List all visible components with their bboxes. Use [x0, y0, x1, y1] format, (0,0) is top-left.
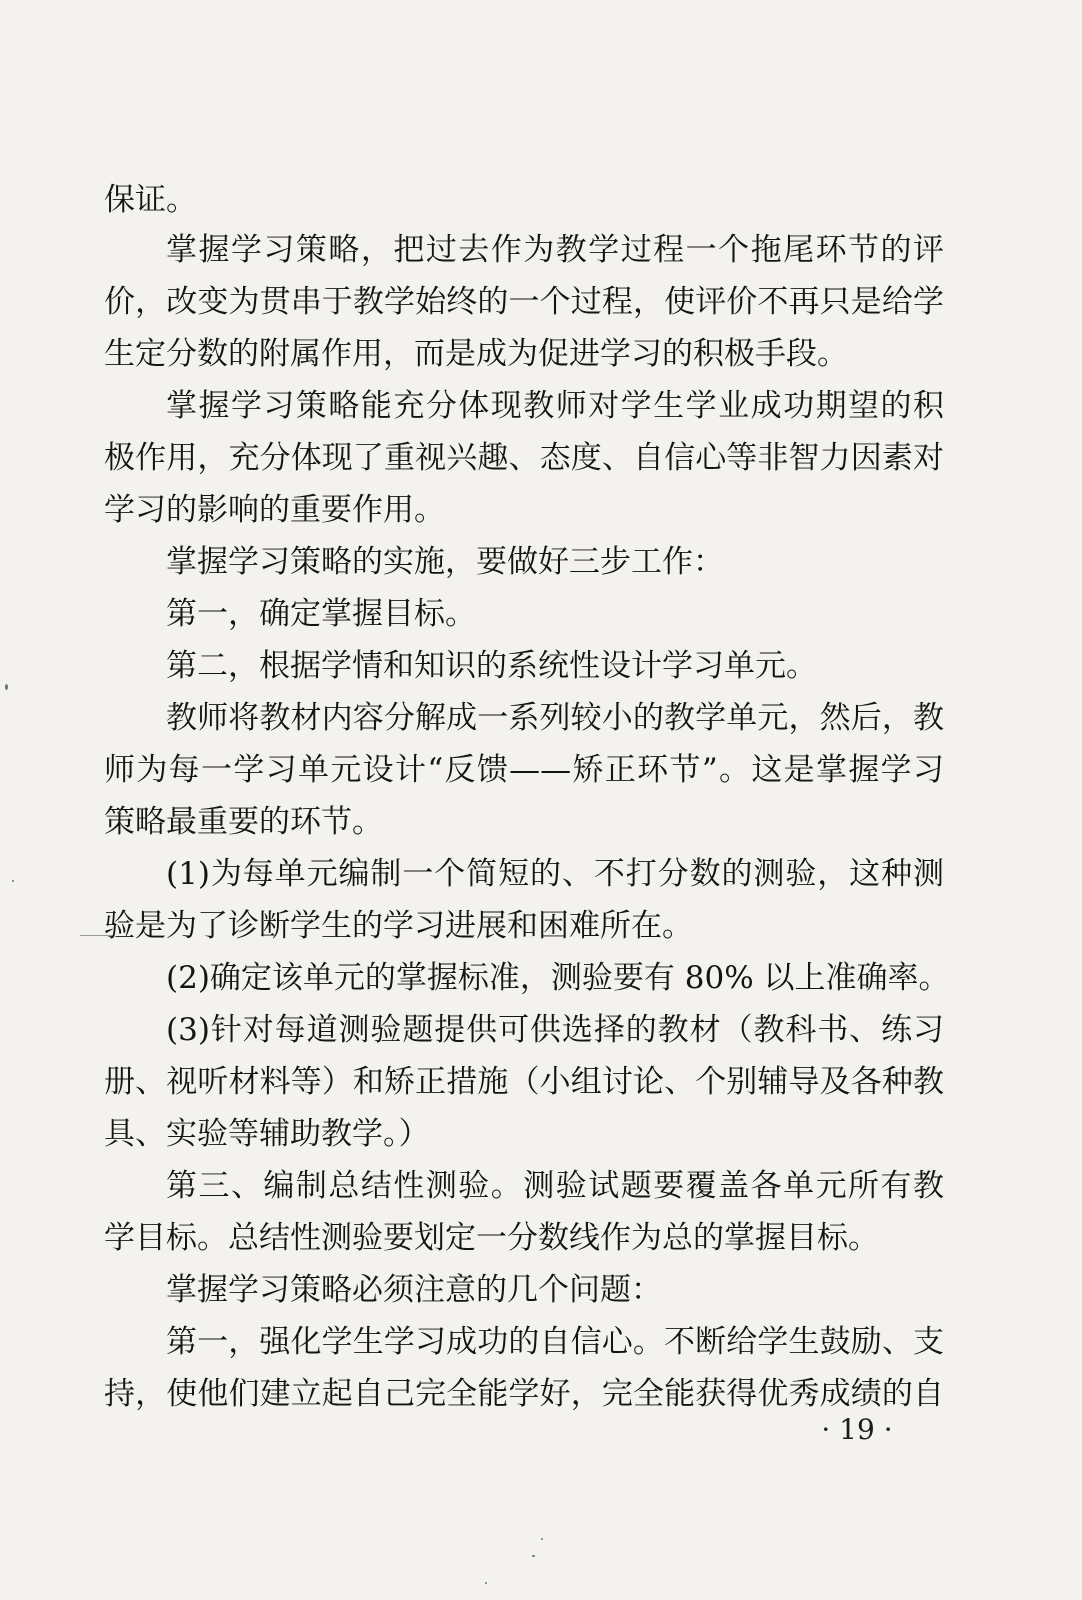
text-line-1: 保证。	[104, 182, 197, 218]
text-line-19: 具、实验等辅助教学。）	[104, 1116, 430, 1152]
text-line-2: 掌握学习策略，把过去作为教学过程一个拖尾环节的评	[166, 232, 944, 268]
text-line-6: 极作用，充分体现了重视兴趣、态度、自信心等非智力因素对	[104, 440, 944, 476]
text-line-4: 生定分数的附属作用，而是成为促进学习的积极手段。	[104, 336, 848, 372]
text-line-11: 教师将教材内容分解成一系列较小的教学单元，然后，教	[166, 700, 944, 736]
text-line-20: 第三、编制总结性测验。测验试题要覆盖各单元所有教	[166, 1168, 944, 1204]
scan-speck	[541, 1538, 543, 1540]
text-line-15: 验是为了诊断学生的学习进展和困难所在。	[104, 908, 693, 944]
text-line-3: 价，改变为贯串于教学始终的一个过程，使评价不再只是给学	[104, 284, 944, 320]
text-line-17: (3)针对每道测验题提供可供选择的教材（教科书、练习	[166, 1012, 944, 1048]
text-line-24: 持，使他们建立起自己完全能学好，完全能获得优秀成绩的自	[104, 1376, 944, 1412]
scan-speck	[5, 684, 8, 690]
scan-stroke	[80, 935, 114, 936]
text-line-18: 册、视听材料等）和矫正措施（小组讨论、个别辅导及各种教	[104, 1064, 944, 1100]
text-line-10: 第二，根据学情和知识的系统性设计学习单元。	[166, 648, 817, 684]
scan-speck	[12, 880, 14, 882]
text-line-9: 第一，确定掌握目标。	[166, 596, 476, 632]
page-number: · 19 ·	[821, 1413, 893, 1446]
scan-speck	[485, 1582, 487, 1584]
scan-speck	[532, 1555, 535, 1557]
text-line-13: 策略最重要的环节。	[104, 804, 383, 840]
text-line-8: 掌握学习策略的实施，要做好三步工作：	[166, 544, 724, 580]
text-line-5: 掌握学习策略能充分体现教师对学生学业成功期望的积	[166, 388, 944, 424]
text-line-12: 师为每一学习单元设计“反馈——矫正环节”。这是掌握学习	[104, 752, 944, 788]
text-line-22: 掌握学习策略必须注意的几个问题：	[166, 1272, 662, 1308]
text-line-21: 学目标。总结性测验要划定一分数线作为总的掌握目标。	[104, 1220, 879, 1256]
text-line-16: (2)确定该单元的掌握标准，测验要有 80% 以上准确率。	[166, 960, 950, 996]
text-line-23: 第一，强化学生学习成功的自信心。不断给学生鼓励、支	[166, 1324, 944, 1360]
text-line-14: (1)为每单元编制一个简短的、不打分数的测验，这种测	[166, 856, 944, 892]
text-line-7: 学习的影响的重要作用。	[104, 492, 445, 528]
